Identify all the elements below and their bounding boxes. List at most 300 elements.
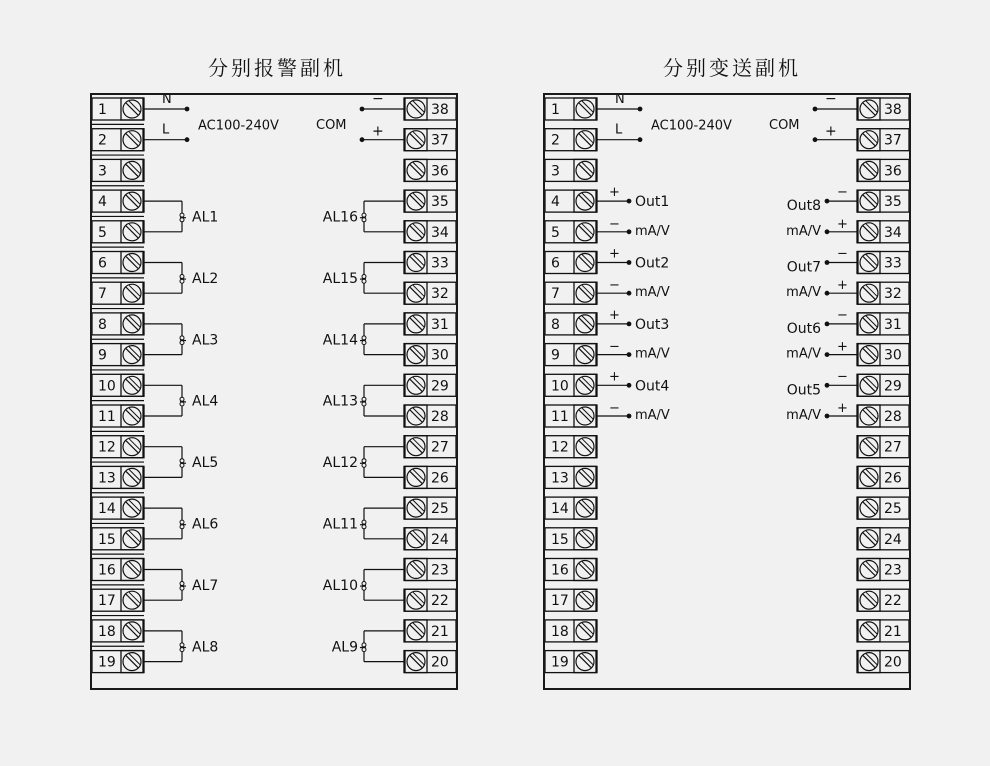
terminal-left-17 [545,589,597,611]
terminal-right-28 [857,405,909,427]
alarm-label-left: AL4 [192,393,219,410]
relay-switch [180,217,186,218]
terminal-left-16 [545,559,597,581]
screw-slot [579,533,591,545]
terminal-number: 19 [551,654,569,671]
terminal-number: 8 [551,316,560,333]
output-dot [825,199,830,204]
com-dot [360,107,365,112]
screw-slot [126,625,138,637]
terminal-number: 38 [431,102,449,118]
terminal-number: 28 [431,409,449,425]
relay-switch [360,217,366,218]
terminal-right-36 [404,159,456,181]
terminal-left-13 [92,466,144,488]
screw-slot [126,379,138,391]
terminal-number: 36 [884,163,902,180]
plus-sign: + [825,123,837,140]
screw-slot [863,164,875,176]
transmit-diagram-svg [545,95,909,688]
terminal-number: 30 [431,347,449,364]
l-label: L [162,122,170,138]
terminal-number: 6 [551,255,560,272]
terminal-right-28 [404,405,456,427]
relay-switch [180,647,186,648]
relay-switch [180,401,186,402]
terminal-number: 2 [551,132,560,149]
terminal-left-14 [92,497,144,519]
terminal-number: 30 [884,347,902,364]
screw-slot [410,195,422,207]
terminal-number: 24 [431,531,449,548]
alarm-label-right: AL15 [322,270,358,287]
terminal-right-30 [404,344,456,366]
terminal-number: 27 [431,439,449,456]
relay-contact-icon [180,341,184,345]
minus-sign: − [372,95,384,107]
relay-contact-icon [362,218,366,222]
terminal-left-12 [545,436,597,458]
relay-contact-icon [362,459,366,463]
terminal-number: 1 [551,102,560,118]
screw-slot [410,287,422,299]
screw-slot [863,441,875,453]
screw-slot [863,103,875,115]
terminal-right-33 [404,252,456,274]
terminal-number: 27 [884,439,902,456]
terminal-number: 31 [431,316,449,333]
relay-switch [180,586,186,587]
screw-slot [863,318,875,330]
relay-switch [180,463,186,464]
relay-switch [360,524,366,525]
terminal-number: 36 [431,163,449,180]
output-dot [825,260,830,265]
unit-label-right: mA/V [786,346,821,362]
terminal-left-11 [92,405,144,427]
terminal-number: 34 [884,224,902,241]
alarm-label-right: AL9 [331,639,358,656]
relay-contact-icon [362,279,366,283]
screw-slot [863,564,875,576]
n-label: N [615,95,625,107]
output-label-right: Out5 [786,382,821,399]
plus-sign: + [609,307,620,323]
output-label-right: Out6 [786,320,821,337]
terminal-right-23 [857,559,909,581]
relay-contact-icon [362,463,366,467]
relay-contact-icon [362,586,366,590]
relay-contact-icon [362,643,366,647]
terminal-left-3 [92,159,144,181]
terminal-number: 4 [551,194,560,211]
relay-switch [360,340,366,341]
terminal-number: 14 [98,501,116,518]
screw-slot [126,656,138,668]
terminal-left-5 [92,221,144,243]
terminal-number: 2 [98,132,107,149]
screw-slot [410,164,422,176]
relay-contact-icon [180,648,184,652]
l-label: L [615,122,623,138]
terminal-number: 3 [98,163,107,180]
terminal-right-29 [404,374,456,396]
terminal-left-9 [545,344,597,366]
terminal-number: 25 [431,501,449,518]
terminal-right-26 [857,466,909,488]
screw-slot [410,226,422,238]
screw-slot [410,410,422,422]
screw-slot [410,471,422,483]
plus-sign: + [837,278,848,294]
com-label: COM [769,118,800,133]
terminal-right-35 [404,190,456,212]
alarm-label-right: AL16 [322,209,358,226]
terminal-left-7 [545,282,597,304]
alarm-label-right: AL13 [322,393,358,410]
plus-sign: + [609,185,620,201]
terminal-number: 5 [551,224,560,241]
terminal-left-19 [545,651,597,673]
screw-slot [126,318,138,330]
plus-sign: + [837,339,848,355]
terminal-number: 32 [884,286,902,303]
terminal-number: 14 [551,501,569,518]
screw-slot [863,594,875,606]
terminal-number: 17 [551,593,569,610]
terminal-right-33 [857,252,909,274]
screw-slot [410,625,422,637]
terminal-left-10 [545,374,597,396]
relay-contact-icon [180,275,184,279]
relay-switch [180,524,186,525]
screw-slot [579,656,591,668]
output-label-right: Out7 [786,259,821,276]
terminal-number: 18 [551,623,569,640]
terminal-number: 12 [98,439,116,456]
output-dot [825,291,830,296]
terminal-number: 10 [98,378,116,395]
terminal-right-26 [404,466,456,488]
relay-switch [360,463,366,464]
terminal-right-22 [404,589,456,611]
terminal-number: 35 [884,194,902,211]
terminal-left-5 [545,221,597,243]
screw-slot [863,471,875,483]
output-dot [627,291,632,296]
relay-contact-icon [362,525,366,529]
unit-label-left: mA/V [635,408,670,423]
screw-slot [579,441,591,453]
terminal-number: 26 [884,470,902,487]
transmit-panel-title: 分别变送副机 [663,56,801,80]
screw-slot [863,410,875,422]
terminal-number: 26 [431,470,449,487]
relay-contact-icon [180,213,184,217]
terminal-left-9 [92,344,144,366]
output-dot [627,352,632,357]
output-label-left: Out3 [635,316,670,333]
relay-contact-icon [180,459,184,463]
screw-slot [410,502,422,514]
alarm-label-left: AL5 [192,455,219,472]
terminal-number: 34 [431,224,449,241]
terminal-number: 35 [431,194,449,211]
terminal-number: 13 [551,470,569,487]
alarm-panel-title: 分别报警副机 [208,56,346,80]
relay-switch [360,279,366,280]
screw-slot [863,134,875,146]
screw-slot [579,226,591,238]
minus-sign: − [825,95,837,107]
terminal-right-31 [857,313,909,335]
com-dot [813,107,818,112]
screw-slot [126,564,138,576]
output-dot [627,414,632,419]
terminal-left-4 [545,190,597,212]
terminal-number: 20 [431,654,449,671]
terminal-right-35 [857,190,909,212]
terminal-left-10 [92,374,144,396]
n-terminal-dot [185,107,190,112]
terminal-number: 11 [98,409,116,425]
output-dot [627,383,632,388]
terminal-number: 19 [98,654,116,671]
relay-contact-icon [180,463,184,467]
screw-slot [126,502,138,514]
screw-slot [126,441,138,453]
screw-slot [410,656,422,668]
terminal-right-38 [857,98,909,120]
output-label-left: Out4 [635,378,670,395]
alarm-label-right: AL14 [322,332,358,349]
relay-contact-icon [362,582,366,586]
terminal-right-23 [404,559,456,581]
relay-switch [360,647,366,648]
screw-slot [579,257,591,269]
output-dot [627,229,632,234]
terminal-number: 12 [551,439,569,456]
alarm-label-left: AL8 [192,639,219,656]
terminal-number: 22 [884,593,902,610]
terminal-right-21 [857,620,909,642]
terminal-left-2 [545,129,597,151]
output-dot [627,199,632,204]
terminal-right-29 [857,374,909,396]
terminal-number: 3 [551,163,560,180]
relay-contact-icon [180,336,184,340]
terminal-left-15 [92,528,144,550]
output-dot [627,260,632,265]
terminal-number: 29 [431,378,449,395]
terminal-number: 25 [884,501,902,518]
unit-label-right: mA/V [786,408,821,423]
alarm-label-right: AL12 [322,455,358,472]
screw-slot [410,349,422,361]
alarm-label-left: AL3 [192,332,219,349]
terminal-number: 21 [884,623,902,640]
terminal-number: 9 [551,347,560,364]
terminal-left-19 [92,651,144,673]
minus-sign: − [837,246,848,262]
screw-slot [863,257,875,269]
terminal-number: 18 [98,623,116,640]
terminal-left-15 [545,528,597,550]
screw-slot [579,625,591,637]
terminal-number: 23 [884,562,902,579]
power-label: AC100-240V [651,118,732,134]
terminal-left-1 [92,98,144,120]
terminal-right-30 [857,344,909,366]
terminal-number: 4 [98,194,107,211]
terminal-number: 6 [98,255,107,272]
relay-switch [360,586,366,587]
plus-sign: + [372,123,384,140]
minus-sign: − [609,216,620,232]
relay-contact-icon [362,402,366,406]
terminal-number: 17 [98,593,116,610]
output-label-left: Out2 [635,255,670,272]
terminal-left-2 [92,129,144,151]
terminal-right-37 [857,129,909,151]
relay-contact-icon [362,397,366,401]
screw-slot [579,410,591,422]
terminal-right-22 [857,589,909,611]
unit-label-left: mA/V [635,223,670,239]
terminal-number: 16 [551,562,569,579]
terminal-number: 22 [431,593,449,610]
terminal-number: 15 [551,531,569,548]
relay-contact-icon [180,218,184,222]
terminal-number: 24 [884,531,902,548]
screw-slot [126,226,138,238]
screw-slot [579,134,591,146]
terminal-number: 28 [884,409,902,425]
screw-slot [579,318,591,330]
n-label: N [162,95,172,107]
screw-slot [126,287,138,299]
screw-slot [410,379,422,391]
screw-slot [410,564,422,576]
screw-slot [126,164,138,176]
alarm-label-right: AL11 [322,516,358,533]
screw-slot [579,564,591,576]
power-label: AC100-240V [198,118,279,134]
relay-contact-icon [180,520,184,524]
unit-label-right: mA/V [786,285,821,301]
terminal-left-6 [545,252,597,274]
unit-label-left: mA/V [635,285,670,301]
terminal-number: 31 [884,316,902,333]
relay-contact-icon [362,336,366,340]
output-label-right: Out8 [786,198,821,215]
terminal-number: 5 [98,224,107,241]
terminal-right-36 [857,159,909,181]
terminal-right-27 [404,436,456,458]
terminal-number: 21 [431,623,449,640]
terminal-right-25 [857,497,909,519]
terminal-right-34 [857,221,909,243]
terminal-number: 23 [431,562,449,579]
terminal-left-18 [545,620,597,642]
output-dot [627,322,632,327]
terminal-number: 1 [98,102,107,118]
screw-slot [579,164,591,176]
relay-contact-icon [180,643,184,647]
alarm-label-right: AL10 [322,577,358,594]
output-label-left: Out1 [635,194,670,211]
minus-sign: − [609,401,620,416]
relay-switch [360,401,366,402]
terminal-number: 8 [98,316,107,333]
screw-slot [863,625,875,637]
relay-contact-icon [362,341,366,345]
relay-contact-icon [362,213,366,217]
terminal-number: 32 [431,286,449,303]
terminal-right-20 [857,651,909,673]
screw-slot [126,195,138,207]
alarm-diagram-svg [92,95,456,688]
minus-sign: − [609,278,620,294]
screw-slot [863,379,875,391]
screw-slot [863,226,875,238]
terminal-right-20 [404,651,456,673]
screw-slot [126,471,138,483]
unit-label-right: mA/V [786,223,821,239]
terminal-right-31 [404,313,456,335]
screw-slot [863,533,875,545]
screw-slot [863,656,875,668]
com-dot [360,137,365,142]
minus-sign: − [837,185,848,201]
terminal-right-24 [857,528,909,550]
terminal-number: 13 [98,470,116,487]
plus-sign: + [609,369,620,385]
alarm-label-left: AL1 [192,209,219,226]
screw-slot [126,533,138,545]
screw-slot [126,134,138,146]
output-dot [825,414,830,419]
relay-contact-icon [180,582,184,586]
terminal-number: 9 [98,347,107,364]
n-terminal-dot [638,107,643,112]
screw-slot [126,103,138,115]
relay-contact-icon [180,525,184,529]
terminal-number: 37 [884,132,902,149]
screw-slot [579,594,591,606]
screw-slot [410,441,422,453]
screw-slot [579,471,591,483]
plus-sign: + [609,246,620,262]
screw-slot [579,502,591,514]
terminal-number: 16 [98,562,116,579]
screw-slot [126,410,138,422]
terminal-right-32 [404,282,456,304]
terminal-left-3 [545,159,597,181]
screw-slot [410,103,422,115]
terminal-number: 15 [98,531,116,548]
terminal-number: 29 [884,378,902,395]
screw-slot [579,379,591,391]
plus-sign: + [837,216,848,232]
screw-slot [410,533,422,545]
screw-slot [863,287,875,299]
minus-sign: − [837,307,848,323]
screw-slot [579,287,591,299]
terminal-number: 10 [551,378,569,395]
terminal-right-38 [404,98,456,120]
relay-switch [180,340,186,341]
